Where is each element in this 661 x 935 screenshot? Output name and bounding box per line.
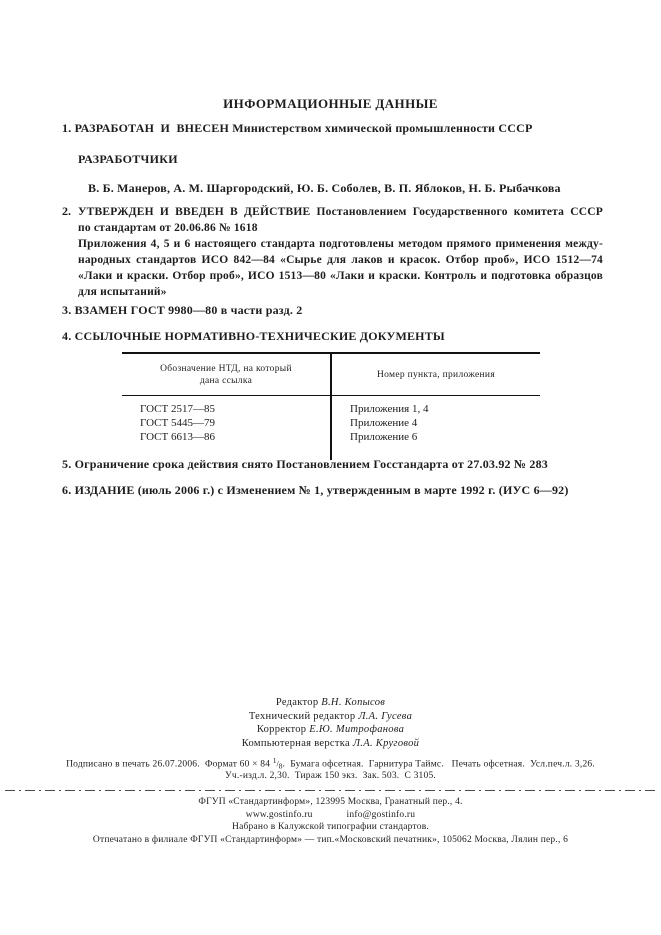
references-table-header <box>122 354 540 396</box>
printed-line: Отпечатано в филиале ФГУП «Стандартинформ» — тип.«Московский печатник», 105062 Москва, Лялин пер., 6 <box>92 835 569 845</box>
references-table <box>122 352 540 460</box>
colophon <box>0 696 661 750</box>
section-2-line: народных стандартов ИСО 842—84 «Сырье для лаков и красок. Отбор проб», ИСО 1512—74 <box>78 254 603 266</box>
column-header-clause: Номер пункта, приложения <box>330 354 540 396</box>
divider-dashed-line <box>5 790 656 791</box>
corrector-name: Е.Ю. Митрофанова <box>309 724 405 735</box>
table-column-refs <box>122 396 330 460</box>
layout-name: Л.А. Круговой <box>352 737 420 749</box>
section-2-number: 2. <box>62 204 71 218</box>
editor-name: В.Н. Копысов <box>321 697 386 708</box>
section-2-line: для испытаний» <box>78 286 167 298</box>
tech-editor-line: Технический редактор Л.А. Гусева <box>248 710 413 722</box>
page-title: ИНФОРМАЦИОННЫЕ ДАННЫЕ <box>223 96 438 111</box>
email-link: info@gostinfo.ru <box>346 810 416 820</box>
tech-editor-name: Л.А. Гусева <box>358 710 413 722</box>
table-cell-clause: Приложение 4 <box>350 417 418 429</box>
layout-line: Компьютерная верстка Л.А. Круговой <box>241 737 420 749</box>
contacts-line <box>0 810 661 820</box>
section-2-line: «Лаки и краски. Отбор проб», ИСО 1513—80 «Лаки и краски. Контроль и подготовка образцов <box>78 270 603 282</box>
website-link: www.gostinfo.ru <box>245 810 313 820</box>
developers-heading: РАЗРАБОТЧИКИ <box>78 152 178 166</box>
format-fraction: 1/8 <box>272 756 283 771</box>
table-spacer <box>350 444 540 458</box>
developers-names: В. Б. Манеров, А. М. Шаргородский, Ю. Б. Соболев, В. П. Яблоков, Н. Б. Рыбачкова <box>88 181 561 195</box>
editor-line: Редактор В.Н. Копысов <box>275 697 386 708</box>
table-cell-clause: Приложение 6 <box>350 431 418 443</box>
section-2-approved <box>78 204 603 300</box>
section-1-developed-by: 1. РАЗРАБОТАН И ВНЕСЕН Министерством химической промышленности СССР <box>62 121 533 135</box>
imprint-line-2: Уч.-изд.л. 2,30. Тираж 150 экз. Зак. 503. С 3105. <box>225 771 436 781</box>
table-cell-clause: Приложения 1, 4 <box>350 403 429 415</box>
typeset-line: Набрано в Калужской типографии стандартов. <box>232 822 429 832</box>
references-table-body <box>122 396 540 460</box>
section-2-line: Приложения 4, 5 и 6 настоящего стандарта подготовлены методом прямого применения между- <box>78 238 603 250</box>
column-header-ntd: Обозначение НТД, на который дана ссылка <box>122 354 330 396</box>
section-4-references-heading: 4. ССЫЛОЧНЫЕ НОРМАТИВНО-ТЕХНИЧЕСКИЕ ДОКУМЕНТЫ <box>62 329 445 343</box>
section-2-line: по стандартам от 20.06.86 № 1618 <box>78 222 258 234</box>
table-cell-ref: ГОСТ 2517—85 <box>140 403 215 415</box>
table-spacer <box>140 444 330 458</box>
imprint-line-1: Подписано в печать 26.07.2006. Формат 60 × 84 1/8. Бумага офсетная. Гарнитура Таймс. Печать офсетная. Усл.печ.л. 3,26. <box>66 756 595 771</box>
publisher-line: ФГУП «Стандартинформ», 123995 Москва, Гранатный пер., 4. <box>198 797 463 807</box>
section-2-line: УТВЕРЖДЕН И ВВЕДЕН В ДЕЙСТВИЕ Постановлением Государственного комитета СССР <box>78 206 603 218</box>
table-column-clauses <box>330 396 540 460</box>
corrector-line: Корректор Е.Ю. Митрофанова <box>256 724 405 735</box>
table-cell-ref: ГОСТ 5445—79 <box>140 417 215 429</box>
section-3-replaces: 3. ВЗАМЕН ГОСТ 9980—80 в части разд. 2 <box>62 303 303 317</box>
section-5-validity: 5. Ограничение срока действия снято Постановлением Госстандарта от 27.03.92 № 283 <box>62 457 548 471</box>
section-6-edition: 6. ИЗДАНИЕ (июль 2006 г.) с Изменением № 1, утвержденным в марте 1992 г. (ИУС 6—92) <box>62 483 569 497</box>
table-cell-ref: ГОСТ 6613—86 <box>140 431 215 443</box>
